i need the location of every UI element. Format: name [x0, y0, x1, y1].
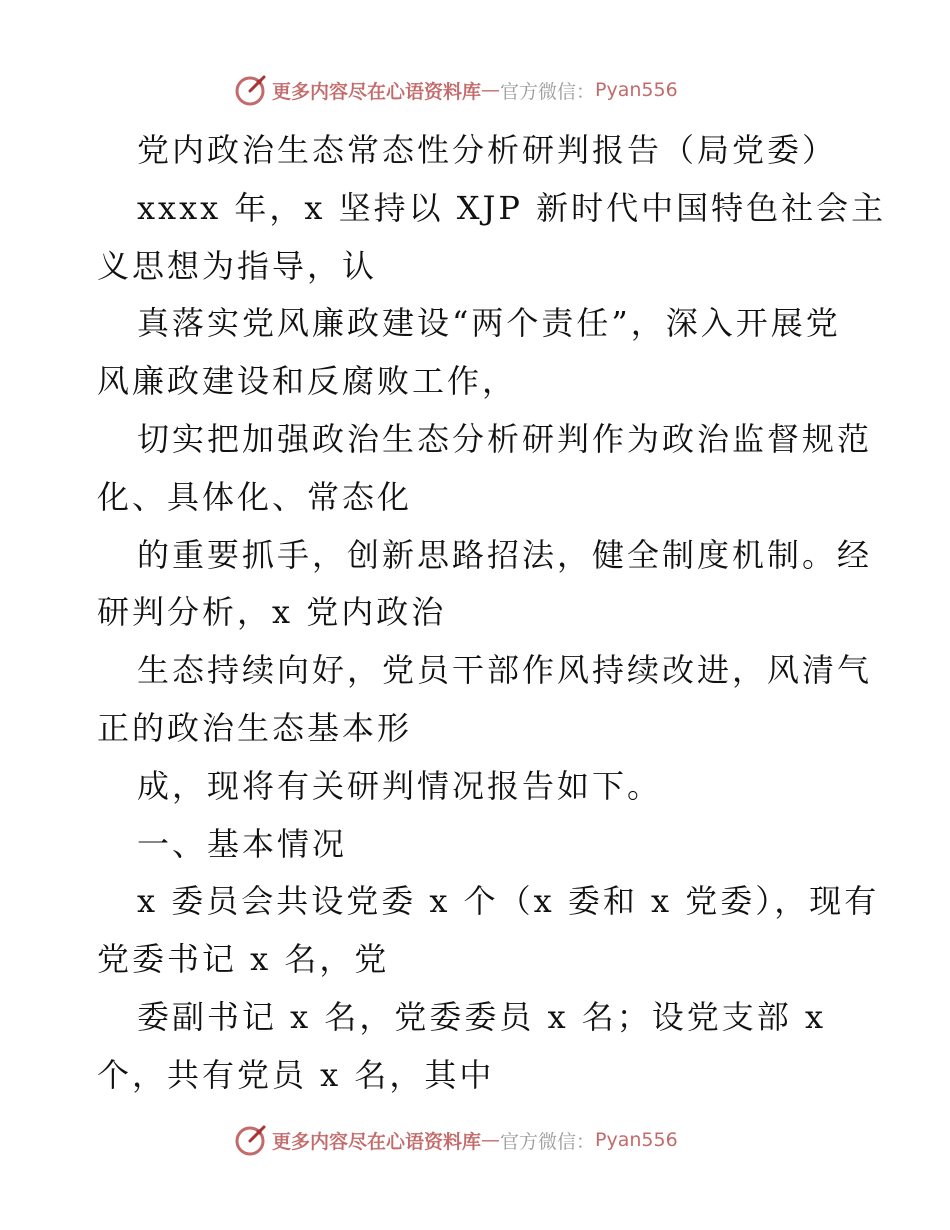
paragraph-line: 正的政治生态基本形	[97, 708, 413, 747]
paragraph-line: 成，现将有关研判情况报告如下。	[137, 766, 663, 805]
section-heading: 一、基本情况	[137, 824, 348, 863]
footer-watermark	[234, 1122, 754, 1158]
quill-logo-icon	[234, 1123, 268, 1157]
paragraph-line: xxxx 年，x 坚持以 XJP 新时代中国特色社会主	[137, 188, 887, 227]
quill-logo-icon	[234, 73, 268, 107]
paragraph-line: x 委员会共设党委 x 个（x 委和 x 党委），现有	[137, 882, 880, 921]
paragraph-line: 化、具体化、常态化	[97, 477, 413, 516]
paragraph-line: 研判分析，x 党内政治	[97, 593, 447, 632]
watermark-official-label: 官方微信：	[500, 1130, 596, 1153]
paragraph-line: 生态持续向好，党员干部作风持续改进，风清气	[137, 651, 873, 690]
document-body	[97, 122, 887, 1105]
paragraph-line: 义思想为指导，认	[97, 246, 378, 285]
watermark-separator: —	[481, 79, 501, 101]
header-watermark	[234, 72, 754, 108]
paragraph-line: 委副书记 x 名，党委委员 x 名；设党支部 x	[137, 997, 827, 1036]
document-title: 党内政治生态常态性分析研判报告（局党委）	[137, 131, 838, 169]
watermark-brand: 更多内容尽在心语资料库	[272, 1130, 482, 1153]
paragraph-line: 的重要抓手，创新思路招法，健全制度机制。经	[137, 535, 873, 574]
paragraph-line: 个，共有党员 x 名，其中	[97, 1055, 495, 1094]
watermark-wechat-id: Pyan556	[595, 1129, 678, 1151]
paragraph-line: 真落实党风廉政建设“两个责任”，深入开展党	[137, 304, 841, 343]
watermark-separator: —	[481, 1129, 501, 1151]
watermark-wechat-id: Pyan556	[595, 79, 678, 101]
watermark-brand: 更多内容尽在心语资料库	[272, 80, 482, 103]
paragraph-line: 风廉政建设和反腐败工作，	[97, 362, 518, 401]
paragraph-line: 切实把加强政治生态分析研判作为政治监督规范	[137, 419, 873, 458]
watermark-official-label: 官方微信：	[500, 80, 596, 103]
paragraph-line: 党委书记 x 名，党	[97, 940, 390, 979]
